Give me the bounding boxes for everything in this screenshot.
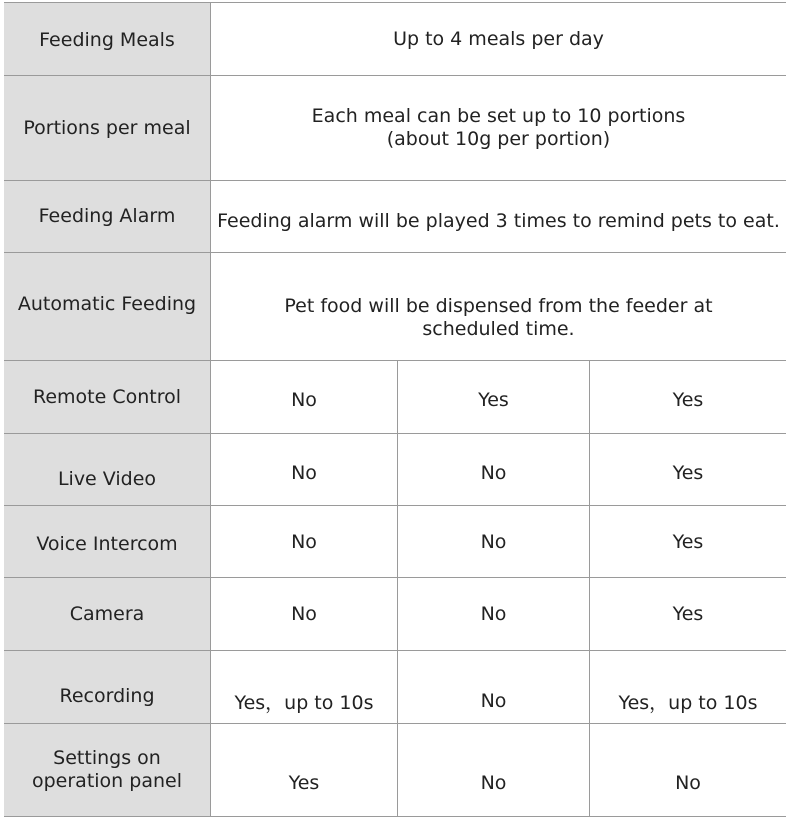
camera-model-cell: Yes [672, 530, 704, 553]
table-row [4, 577, 786, 650]
basic-model-cell: Yes [211, 724, 398, 816]
row-label: Remote Control [4, 361, 211, 433]
table-row [4, 650, 786, 723]
row-label: Recording [4, 651, 211, 723]
row-label: Portions per meal [4, 76, 211, 180]
camera-model-cell: Yes [672, 389, 704, 411]
camera-model-cell: Yes [672, 461, 704, 484]
row-value: Up to 4 meals per day [393, 27, 604, 50]
table-row [4, 75, 786, 180]
row-label: Camera [4, 578, 211, 650]
basic-model-cell: Yes，up to 10s [211, 651, 398, 723]
basic-model-cell: No [211, 361, 398, 433]
camera-model-cell: Yes [672, 603, 704, 625]
row-value: Each meal can be set up to 10 portions (about 10g per portion) [311, 105, 686, 150]
row-label: Feeding Alarm [4, 181, 211, 252]
table-row [4, 252, 786, 360]
wifi-model-cell: No [398, 724, 590, 816]
row-label: Settings on operation panel [4, 724, 211, 816]
wifi-model-cell: Yes [398, 361, 590, 433]
feature-comparison-table [4, 2, 786, 816]
basic-model-cell: No [211, 578, 398, 650]
basic-model-cell: No [211, 506, 398, 577]
wifi-model-cell: No [398, 506, 590, 577]
row-label: Feeding Meals [4, 3, 211, 75]
camera-model-cell: No [675, 772, 701, 794]
table-row [4, 723, 786, 817]
row-value: Feeding alarm will be played 3 times to remind pets to eat. [217, 210, 780, 232]
basic-model-cell: No [211, 434, 398, 505]
row-label: Automatic Feeding [4, 253, 211, 360]
wifi-model-cell: No [398, 578, 590, 650]
table-row [4, 360, 786, 433]
wifi-model-cell: No [398, 434, 590, 505]
table-row [4, 180, 786, 252]
row-label: Voice Intercom [4, 506, 211, 577]
row-label: Live Video [4, 434, 211, 505]
table-row [4, 433, 786, 505]
row-value: Pet food will be dispensed from the feeder at scheduled time. [284, 295, 713, 340]
table-row [4, 505, 786, 577]
table-row [4, 2, 786, 75]
camera-model-cell: Yes，up to 10s [618, 691, 758, 714]
wifi-model-cell: No [398, 651, 590, 723]
